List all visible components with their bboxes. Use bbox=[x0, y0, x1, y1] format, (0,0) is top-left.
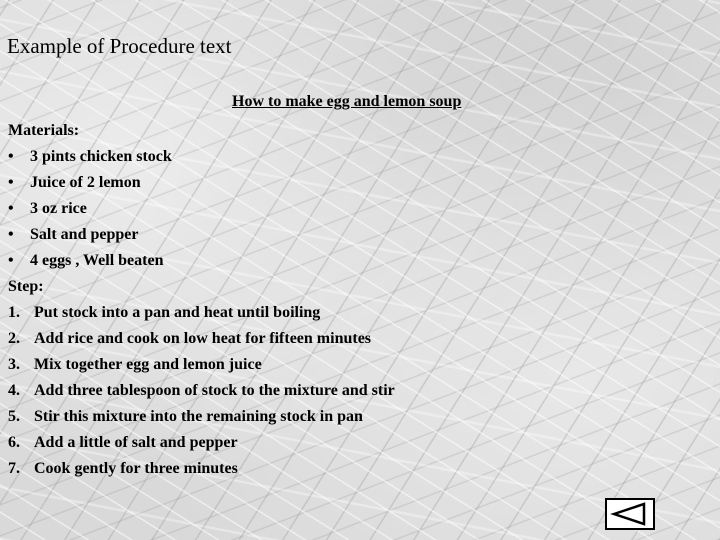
step-item bbox=[8, 300, 688, 326]
material-item bbox=[8, 248, 688, 274]
bullet-icon: • bbox=[8, 174, 14, 191]
step-number: 5. bbox=[8, 408, 20, 425]
material-item bbox=[8, 170, 688, 196]
step-text: Add rice and cook on low heat for fifteen minutes bbox=[34, 330, 372, 347]
step-number: 6. bbox=[8, 434, 20, 451]
step-text: Mix together egg and lemon juice bbox=[34, 356, 262, 373]
bullet-icon: • bbox=[8, 200, 14, 217]
step-number: 1. bbox=[8, 304, 20, 321]
recipe-body bbox=[8, 118, 688, 482]
material-item bbox=[8, 196, 688, 222]
material-text: 4 eggs , Well beaten bbox=[30, 252, 164, 269]
step-text: Stir this mixture into the remaining stock in pan bbox=[34, 408, 363, 425]
material-item bbox=[8, 222, 688, 248]
step-text: Add a little of salt and pepper bbox=[34, 434, 238, 451]
step-item bbox=[8, 404, 688, 430]
step-number: 3. bbox=[8, 356, 20, 373]
material-item bbox=[8, 144, 688, 170]
bullet-icon: • bbox=[8, 148, 14, 165]
step-item bbox=[8, 378, 688, 404]
slide-title: Example of Procedure text bbox=[7, 34, 232, 58]
triangle-left-icon bbox=[610, 502, 650, 526]
back-button[interactable] bbox=[605, 498, 655, 530]
materials-label: Materials: bbox=[8, 122, 80, 139]
material-text: 3 oz rice bbox=[30, 200, 87, 217]
step-item bbox=[8, 352, 688, 378]
step-text: Put stock into a pan and heat until boiling bbox=[34, 304, 321, 321]
bullet-icon: • bbox=[8, 252, 14, 269]
material-text: Salt and pepper bbox=[30, 226, 139, 243]
material-text: Juice of 2 lemon bbox=[30, 174, 141, 191]
recipe-heading: How to make egg and lemon soup bbox=[232, 93, 462, 110]
bullet-icon: • bbox=[8, 226, 14, 243]
step-item bbox=[8, 326, 688, 352]
step-number: 2. bbox=[8, 330, 20, 347]
step-text: Add three tablespoon of stock to the mixture and stir bbox=[34, 382, 395, 399]
step-number: 4. bbox=[8, 382, 20, 399]
steps-label: Step: bbox=[8, 278, 44, 295]
step-item bbox=[8, 430, 688, 456]
material-text: 3 pints chicken stock bbox=[30, 148, 172, 165]
step-text: Cook gently for three minutes bbox=[34, 460, 238, 477]
step-number: 7. bbox=[8, 460, 20, 477]
step-item bbox=[8, 456, 688, 482]
